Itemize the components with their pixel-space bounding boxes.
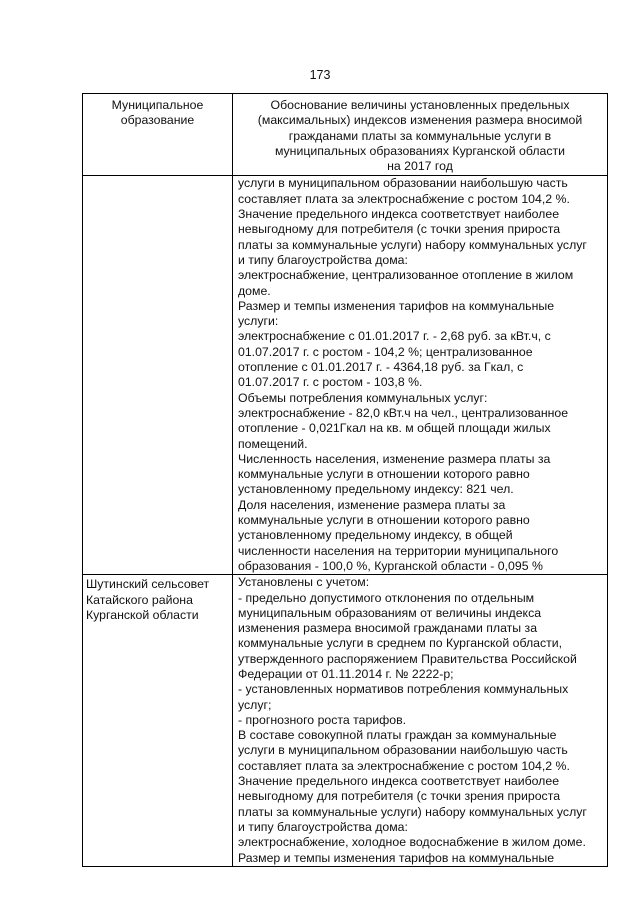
- text-line: Доля населения, изменение размера платы за: [238, 497, 506, 512]
- text-line: Размер и темпы изменения тарифов на коммунальные: [238, 298, 555, 313]
- text-line: и типу благоустройства дома:: [238, 819, 408, 834]
- table-row: [83, 176, 608, 575]
- text-line: утвержденного распоряжением Правительства Российской: [238, 651, 577, 666]
- text-line: отопление с 01.01.2017 г. - 4364,18 руб. за Гкал, с: [238, 360, 524, 375]
- text-line: электроснабжение, холодное водоснабжение в жилом доме.: [238, 835, 586, 850]
- text-line: коммунальные услуги в отношении которого равно: [238, 467, 530, 482]
- text-line: коммунальные услуги в отношении которого равно: [238, 513, 530, 528]
- text-line: услуг;: [238, 697, 272, 712]
- text-line: Установлены с учетом:: [238, 575, 370, 590]
- text-line: образования - 100,0 %, Курганской области - 0,095 %: [238, 558, 543, 573]
- municipality-line: Курганской области: [86, 607, 199, 622]
- table-row: [83, 575, 608, 867]
- text-line: доме.: [238, 283, 271, 298]
- text-line: Значение предельного индекса соответствует наиболее: [238, 774, 560, 789]
- text-line: услуги в муниципальном образовании наибольшую часть: [238, 743, 568, 758]
- text-line: численности населения на территории муниципального: [238, 543, 559, 558]
- text-line: невыгодному для потребителя (с точки зрения прироста: [238, 789, 561, 804]
- text-line: изменения размера вносимой гражданами платы за: [238, 621, 538, 636]
- text-line: установленному предельному индексу, в общей: [238, 528, 513, 543]
- text-line: отопление - 0,021Гкал на кв. м общей площади жилых: [238, 421, 551, 436]
- municipality-cell: [83, 575, 233, 867]
- text-line: 01.07.2017 г. с ростом - 104,2 %; централизованное: [238, 344, 533, 359]
- tariff-table: [82, 93, 608, 867]
- text-line: Федерации от 01.11.2014 г. № 2222-р;: [238, 666, 454, 681]
- text-line: Значение предельного индекса соответствует наиболее: [238, 207, 560, 222]
- text-line: услуги в муниципальном образовании наибольшую часть: [238, 176, 568, 191]
- page-number: 173: [309, 68, 331, 82]
- text-line: 01.07.2017 г. с ростом - 103,8 %.: [238, 375, 423, 390]
- text-line: Объемы потребления коммунальных услуг:: [238, 390, 488, 405]
- header-line: гражданами платы за коммунальные услуги в: [288, 128, 552, 143]
- text-line: платы за коммунальные услуги) набору коммунальных услуг: [238, 804, 587, 819]
- header-line: муниципальных образованиях Курганской области: [274, 143, 566, 158]
- header-municipality: [83, 94, 233, 176]
- municipality-line: Шутинский сельсовет: [86, 577, 210, 592]
- text-line: составляет плата за электроснабжение с ростом 104,2 %.: [238, 191, 570, 206]
- header-line: Муниципальное: [111, 98, 204, 112]
- justification-cell: [233, 176, 608, 575]
- text-line: - прогнозного роста тарифов.: [238, 712, 407, 727]
- header-line: Обоснование величины установленных предельных: [270, 98, 570, 112]
- text-line: Численность населения, изменение размера платы за: [238, 451, 551, 466]
- text-line: Размер и темпы изменения тарифов на коммунальные: [238, 850, 555, 865]
- text-line: невыгодному для потребителя (с точки зрения прироста: [238, 222, 561, 237]
- municipality-cell-empty: [83, 176, 233, 575]
- text-line: - предельно допустимого отклонения по отдельным: [238, 590, 535, 605]
- text-line: услуги:: [238, 314, 279, 329]
- text-line: В составе совокупной платы граждан за коммунальные: [238, 728, 557, 743]
- text-line: составляет плата за электроснабжение с ростом 104,2 %.: [238, 758, 570, 773]
- header-line: образование: [120, 113, 195, 128]
- text-line: муниципальным образованиям от величины индекса: [238, 605, 542, 620]
- text-line: коммунальные услуги в среднем по Курганской области,: [238, 636, 563, 651]
- text-line: помещений.: [238, 436, 308, 451]
- text-line: платы за коммунальные услуги) набору коммунальных услуг: [238, 237, 587, 252]
- justification-cell: [233, 575, 608, 867]
- text-line: - установленных нормативов потребления коммунальных: [238, 682, 569, 697]
- header-line: на 2017 год: [387, 159, 453, 174]
- text-line: электроснабжение - 82,0 кВт.ч на чел., централизованное: [238, 405, 569, 420]
- text-line: электроснабжение, централизованное отопление в жилом: [238, 268, 574, 283]
- text-line: установленному предельному индексу: 821 чел.: [238, 482, 514, 497]
- header-justification: [233, 94, 608, 176]
- header-line: (максимальных) индексов изменения размера вносимой: [257, 113, 583, 128]
- municipality-line: Катайского района: [86, 592, 193, 607]
- text-line: электроснабжение с 01.01.2017 г. - 2,68 руб. за кВт.ч, с: [238, 329, 551, 344]
- table-header-row: [83, 94, 608, 176]
- text-line: и типу благоустройства дома:: [238, 252, 408, 267]
